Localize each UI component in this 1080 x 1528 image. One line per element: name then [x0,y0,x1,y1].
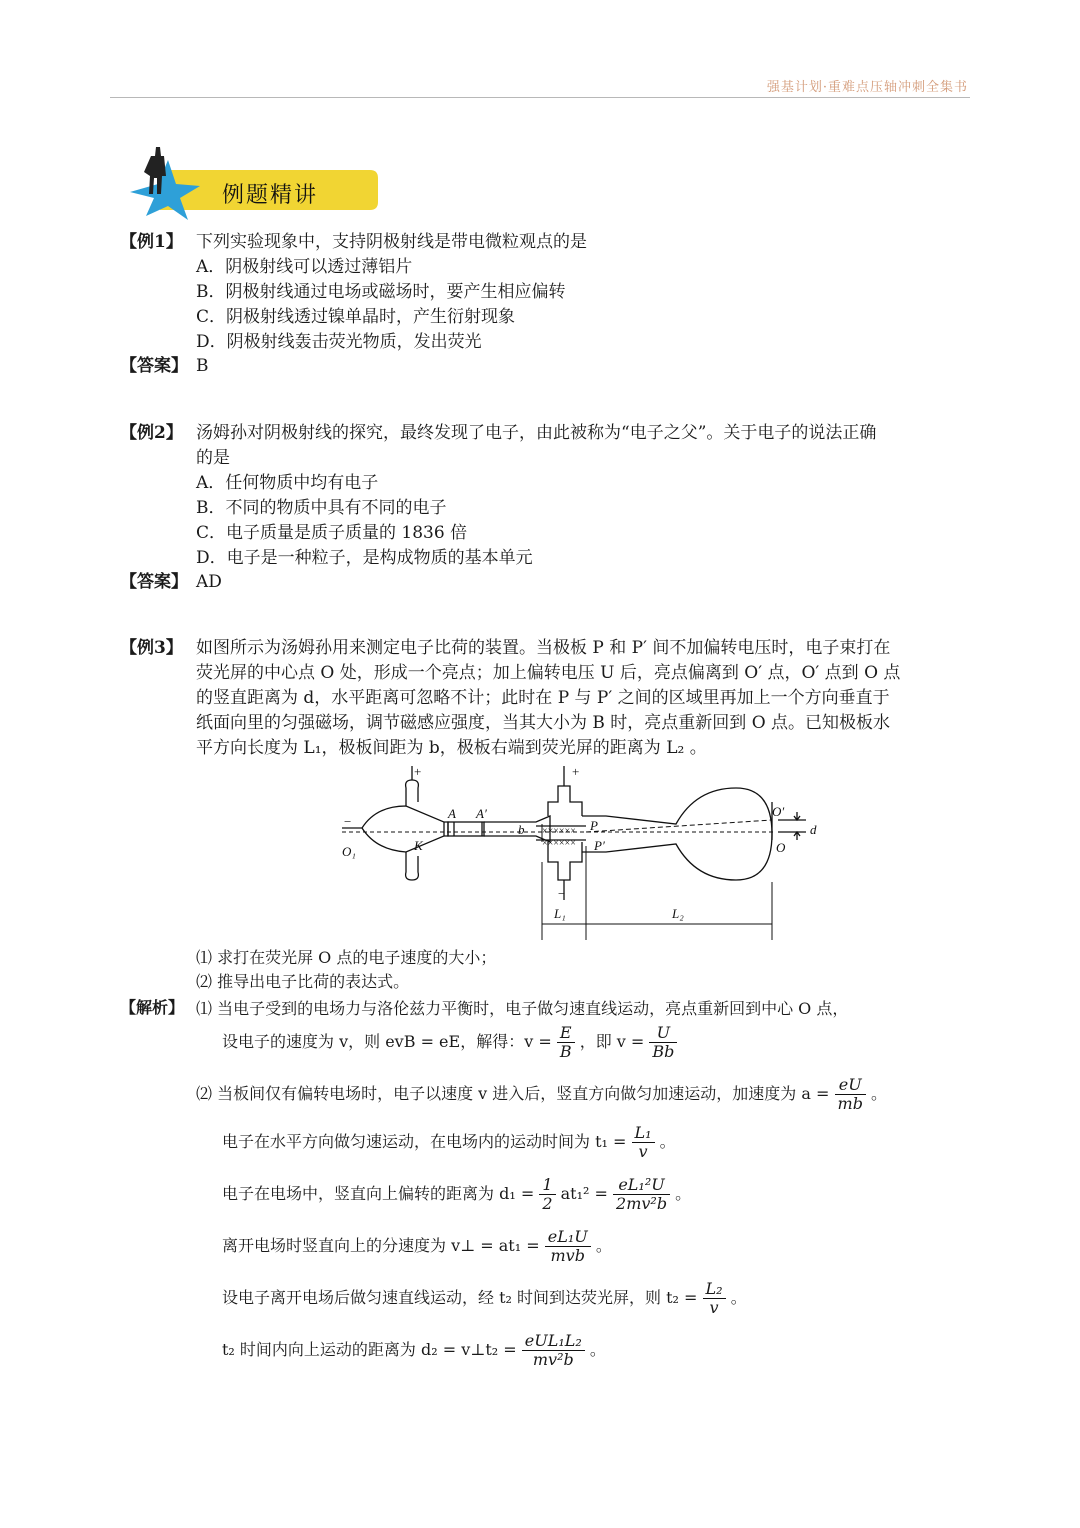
label-b: b [518,822,525,837]
fraction-d1: $\frac{\text{eL₁²U}}{\text{2mv²b}}$ [613,1176,670,1213]
ex3-line-3: 的竖直距离为 d，水平距离可忽略不计；此时在 P 与 P′ 之间的区域里再加上一个方向垂直于 [196,688,890,708]
sol-line-5: 电子在电场中，竖直向上偏转的距离为 d₁ = $\frac{1}{2}$ at₁² = $\frac{\text{eL₁²U}}{\text{2mv²b}}$ 。 [222,1175,692,1213]
label-a: A [448,806,456,821]
sol-line-3: ⑵ 当板间仅有偏转电场时，电子以速度 v 进入后，竖直方向做匀加速运动，加速度为 a = $\frac{eU}{mb}$ 。 [196,1075,888,1113]
label-o-prime: O′ [772,804,785,819]
ex2-question-line1: 汤姆孙对阴极射线的探究，最终发现了电子，由此被称为“电子之父”。关于电子的说法正确 [196,423,877,443]
label-k: K [414,838,423,853]
ex1-answer-label: 【答案】 [120,356,188,376]
sol-line-7-text: 设电子离开电场后做匀速直线运动，经 t₂ 时间到达荧光屏，则 t₂ = [222,1288,698,1307]
label-crosses-bottom: ×××××× [542,838,576,849]
label-l1: L₁ [554,906,566,921]
fraction-u-over-bb: $\frac{U}{Bb}$ [649,1024,677,1061]
sol-line-5-mid: at₁² = [560,1184,608,1203]
header-title: 强基计划·重难点压轴冲刺全集书 [766,80,968,95]
ex1-option-d: D．阴极射线轰击荧光物质，发出荧光 [196,332,482,352]
fraction-eu-over-mb: $\frac{eU}{mb}$ [835,1076,866,1113]
ex1-option-c: C．阴极射线透过镍单晶时，产生衍射现象 [196,307,516,327]
ex2-answer-label: 【答案】 [120,572,188,592]
ex2-answer: AD [196,572,222,592]
sol-line-6-text: 离开电场时竖直向上的分速度为 v⊥ = at₁ = [222,1236,540,1255]
sol-line-8-text: t₂ 时间内向上运动的距离为 d₂ = v⊥t₂ = [222,1340,517,1359]
fraction-l1-over-v: $\frac{\text{L₁}}{v}$ [632,1124,655,1161]
label-d: d [810,822,817,837]
fraction-v-perp: $\frac{\text{eL₁U}}{\text{mvb}}$ [545,1228,591,1265]
sol-line-4: 电子在水平方向做匀速运动，在电场内的运动时间为 t₁ = $\frac{\text{L₁}}{v}$ 。 [222,1123,676,1161]
lower-stem [406,852,419,880]
cathode-bulb [342,806,444,852]
ex2-option-b: B．不同的物质中具有不同的电子 [196,498,447,518]
label-a-prime: A′ [476,806,487,821]
ex3-line-2: 荧光屏的中心点 O 处，形成一个亮点；加上偏转电压 U 后，亮点偏离到 O′ 点，O′ 点到 O 点 [196,663,901,683]
ex1-question: 下列实验现象中，支持阴极射线是带电微粒观点的是 [196,232,587,252]
fraction-d2: $\frac{\text{eUL₁L₂}}{\text{mv²b}}$ [522,1332,585,1369]
deflection-section [484,816,550,842]
ex3-line-5: 平方向长度为 L₁，极板间距为 b，极板右端到荧光屏的距离为 L₂ 。 [196,738,707,758]
header-rule [110,97,970,98]
section-title: 例题精讲 [222,183,319,208]
sol-line-8: t₂ 时间内向上运动的距离为 d₂ = v⊥t₂ = $\frac{\text{eUL₁L₂}}{\text{mv²b}}$ 。 [222,1331,606,1369]
ex1-option-b: B．阴极射线通过电场或磁场时，要产生相应偏转 [196,282,566,302]
ex3-line-1: 如图所示为汤姆孙用来测定电子比荷的装置。当极板 P 和 P′ 间不加偏转电压时，电子束打在 [196,638,891,658]
label-plus-2: + [572,764,580,779]
fraction-e-over-b: $\frac{E}{B}$ [557,1024,575,1061]
top-flange [548,786,582,816]
ex3-label: 【例3】 [120,638,183,658]
sol-line-2-mid: ，即 v = [579,1032,645,1051]
ex1-label: 【例1】 [120,232,183,252]
label-p: P [590,818,598,833]
label-minus-1: − [344,814,352,829]
screen-bulb [582,788,772,880]
sol-line-2 [222,1024,677,1061]
fraction-l2-over-v: $\frac{\text{L₂}}{v}$ [703,1280,726,1317]
ex3-sub1: ⑴ 求打在荧光屏 O 点的电子速度的大小； [196,948,497,967]
ex2-label: 【例2】 [120,423,183,443]
sol-line-6: 离开电场时竖直向上的分速度为 v⊥ = at₁ = $\frac{\text{eL₁U}}{\text{mvb}}$ 。 [222,1227,612,1265]
ex2-option-c: C．电子质量是质子质量的 1836 倍 [196,523,468,543]
ex2-option-d: D．电子是一种粒子，是构成物质的基本单元 [196,548,533,568]
label-l2: L₂ [672,906,684,921]
analysis-label: 【解析】 [120,998,185,1017]
upper-stem [406,780,419,806]
thomson-apparatus-figure [336,762,836,944]
label-o: O [776,840,786,855]
ex3-line-4: 纸面向里的匀强磁场，调节磁感应强度，当其大小为 B 时，亮点重新回到 O 点。已知极板水 [196,713,891,733]
ex2-option-a: A．任何物质中均有电子 [196,473,379,493]
deflected-beam [586,820,772,832]
ex3-sub2: ⑵ 推导出电子比荷的表达式。 [196,972,410,991]
sol-line-7: 设电子离开电场后做匀速直线运动，经 t₂ 时间到达荧光屏，则 t₂ = $\frac{\text{L₂}}{v}$ 。 [222,1279,747,1317]
sol-line-3-text: ⑵ 当板间仅有偏转电场时，电子以速度 v 进入后，竖直方向做匀加速运动，加速度为 a = [196,1084,830,1103]
label-o1: O₁ [342,844,356,859]
label-p-prime: P′ [594,838,605,853]
ex2-question-line2: 的是 [196,448,230,468]
label-crosses-top: ×××××× [542,826,576,837]
label-plus-1: + [414,764,422,779]
ex1-option-a: A．阴极射线可以透过薄铝片 [196,257,413,277]
label-minus-2: − [558,886,566,901]
sol-line-2-text: 设电子的速度为 v，则 evB = eE，解得：v = [222,1032,552,1051]
sol-line-4-text: 电子在水平方向做匀速运动，在电场内的运动时间为 t₁ = [222,1132,627,1151]
sol-line-5-text: 电子在电场中，竖直向上偏转的距离为 d₁ = [222,1184,535,1203]
ex1-answer: B [196,356,209,376]
fraction-one-half: $\frac{1}{2}$ [539,1176,555,1213]
sol-line-1: ⑴ 当电子受到的电场力与洛伦兹力平衡时，电子做匀速直线运动，亮点重新回到中心 O 点， [196,999,849,1018]
